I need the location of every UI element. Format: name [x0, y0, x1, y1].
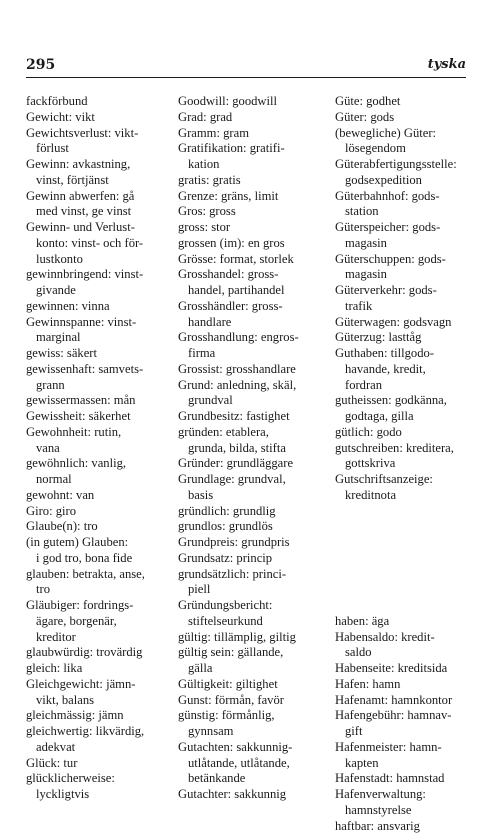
entry-line: havande, kredit, — [345, 362, 426, 376]
entry-line: Güterverkehr: gods- — [335, 283, 437, 297]
dictionary-entry — [178, 220, 328, 236]
entry-line: (bewegliche) Güter: — [335, 126, 436, 140]
dictionary-entry — [178, 535, 328, 551]
entry-line: Giro: giro — [26, 504, 76, 518]
entry-line: gewohnt: van — [26, 488, 94, 502]
entry-line: Goodwill: goodwill — [178, 94, 277, 108]
column-2 — [178, 94, 328, 803]
dictionary-entry — [178, 519, 328, 535]
entry-line: stiftelseurkund — [188, 614, 263, 628]
column-1 — [26, 94, 170, 803]
entry-line: adekvat — [36, 740, 75, 754]
dictionary-entry — [178, 173, 328, 189]
entry-line: Gläubiger: fordrings- — [26, 598, 133, 612]
dictionary-entry — [26, 393, 170, 409]
dictionary-entry — [26, 346, 170, 362]
blank-line — [335, 551, 475, 567]
entry-line: kreditor — [36, 630, 76, 644]
dictionary-entry — [26, 362, 170, 394]
dictionary-entry — [26, 110, 170, 126]
dictionary-entry — [26, 567, 170, 599]
entry-line: gleichmässig: jämn — [26, 708, 124, 722]
entry-line: Gewinnspanne: vinst- — [26, 315, 136, 329]
entry-line: Güterwagen: godsvagn — [335, 315, 451, 329]
dictionary-entry — [335, 110, 475, 126]
entry-line: Gewinn- und Verlust- — [26, 220, 135, 234]
entry-line: Gutschriftsanzeige: — [335, 472, 433, 486]
dictionary-entry — [335, 94, 475, 110]
entry-line: lösegendom — [345, 141, 406, 155]
entry-line: hamnstyrelse — [345, 803, 411, 817]
entry-line: kapten — [345, 756, 379, 770]
entry-line: Gewinn: avkastning, — [26, 157, 130, 171]
dictionary-entry — [335, 330, 475, 346]
dictionary-entry — [335, 819, 475, 834]
entry-line: Gewichtsverlust: vikt- — [26, 126, 138, 140]
dictionary-entry — [26, 425, 170, 457]
dictionary-entry — [178, 740, 328, 787]
entry-line: Gewinn abwerfen: gå — [26, 189, 134, 203]
entry-line: Hafenamt: hamnkontor — [335, 693, 452, 707]
entry-line: Hafenstadt: hamnstad — [335, 771, 444, 785]
dictionary-entry — [26, 504, 170, 520]
entry-line: magasin — [345, 267, 387, 281]
entry-line: Grosshandlung: engros- — [178, 330, 299, 344]
entry-line: Gros: gross — [178, 204, 236, 218]
entry-line: konto: vinst- och för- — [36, 236, 143, 250]
entry-line: Güterschuppen: gods- — [335, 252, 446, 266]
entry-line: gewissenhaft: samvets- — [26, 362, 143, 376]
dictionary-entry — [335, 693, 475, 709]
dictionary-entry — [335, 315, 475, 331]
entry-line: gift — [345, 724, 363, 738]
dictionary-entry — [26, 598, 170, 645]
dictionary-entry — [335, 425, 475, 441]
entry-line: gültig: tillämplig, giltig — [178, 630, 296, 644]
header-rule — [26, 77, 466, 78]
dictionary-entry — [26, 299, 170, 315]
dictionary-entry — [335, 393, 475, 425]
dictionary-entry — [335, 771, 475, 787]
entry-line: Gunst: förmån, favör — [178, 693, 284, 707]
entry-line: Grund: anledning, skäl, — [178, 378, 296, 392]
dictionary-entry — [178, 425, 328, 457]
entry-line: Glück: tur — [26, 756, 77, 770]
entry-line: Grossist: grosshandlare — [178, 362, 296, 376]
entry-line: gross: stor — [178, 220, 230, 234]
dictionary-entry — [26, 267, 170, 299]
blank-line — [335, 567, 475, 583]
entry-line: med vinst, ge vinst — [36, 204, 131, 218]
entry-line: kation — [188, 157, 219, 171]
dictionary-entry — [178, 787, 328, 803]
entry-line: Grundsatz: princip — [178, 551, 272, 565]
dictionary-entry — [26, 220, 170, 267]
entry-line: Gewissheit: säkerhet — [26, 409, 131, 423]
dictionary-entry — [178, 472, 328, 504]
entry-line: haben: äga — [335, 614, 389, 628]
entry-line: gutschreiben: kreditera, — [335, 441, 454, 455]
dictionary-entry — [178, 299, 328, 331]
entry-line: Hafengebühr: hamnav- — [335, 708, 451, 722]
dictionary-entry — [335, 189, 475, 221]
entry-line: gleichwertig: likvärdig, — [26, 724, 144, 738]
dictionary-entry — [178, 456, 328, 472]
entry-line: Gratifikation: gratifi- — [178, 141, 285, 155]
entry-line: Gewohnheit: rutin, — [26, 425, 121, 439]
entry-line: Grosshändler: gross- — [178, 299, 283, 313]
entry-line: tro — [36, 582, 50, 596]
entry-line: gewissermassen: mån — [26, 393, 135, 407]
dictionary-entry — [178, 204, 328, 220]
entry-line: Gewicht: vikt — [26, 110, 95, 124]
dictionary-entry — [335, 252, 475, 284]
entry-line: givande — [36, 283, 76, 297]
entry-line: Gutachter: sakkunnig — [178, 787, 286, 801]
dictionary-entry — [178, 409, 328, 425]
dictionary-entry — [335, 661, 475, 677]
entry-line: i god tro, bona fide — [36, 551, 132, 565]
entry-line: fackförbund — [26, 94, 88, 108]
entry-line: Grundpreis: grundpris — [178, 535, 290, 549]
entry-line: Gutachten: sakkunnig- — [178, 740, 292, 754]
dictionary-entry — [335, 787, 475, 819]
entry-line: gewinnbringend: vinst- — [26, 267, 143, 281]
entry-line: glücklicherweise: — [26, 771, 115, 785]
entry-line: Grundbesitz: fastighet — [178, 409, 290, 423]
entry-line: Grundlage: grundval, — [178, 472, 286, 486]
entry-line: Gründungsbericht: — [178, 598, 272, 612]
entry-line: gründlich: grundlig — [178, 504, 276, 518]
entry-line: (in gutem) Glauben: — [26, 535, 128, 549]
entry-line: Grösse: format, storlek — [178, 252, 294, 266]
dictionary-entry — [335, 283, 475, 315]
dictionary-entry — [178, 378, 328, 410]
dictionary-entry — [178, 693, 328, 709]
entry-line: Glaube(n): tro — [26, 519, 98, 533]
dictionary-entry — [335, 346, 475, 393]
entry-line: gültig sein: gällande, — [178, 645, 283, 659]
blank-line — [335, 504, 475, 520]
entry-line: glauben: betrakta, anse, — [26, 567, 145, 581]
entry-line: Güter: gods — [335, 110, 394, 124]
entry-line: gewinnen: vinna — [26, 299, 110, 313]
entry-line: förlust — [36, 141, 69, 155]
blank-line — [335, 598, 475, 614]
dictionary-entry — [26, 157, 170, 189]
dictionary-entry — [335, 126, 475, 158]
entry-line: gleich: lika — [26, 661, 82, 675]
entry-line: utlåtande, utlåtande, — [188, 756, 290, 770]
entry-line: gälla — [188, 661, 212, 675]
blank-line — [335, 519, 475, 535]
entry-line: Gründer: grundläggare — [178, 456, 293, 470]
dictionary-entry — [26, 409, 170, 425]
entry-line: Grad: grad — [178, 110, 232, 124]
entry-line: haftbar: ansvarig — [335, 819, 420, 833]
page-header — [26, 57, 466, 75]
entry-line: gratis: gratis — [178, 173, 241, 187]
blank-line — [335, 535, 475, 551]
dictionary-entry — [26, 189, 170, 221]
entry-line: gutheissen: godkänna, — [335, 393, 447, 407]
entry-line: firma — [188, 346, 215, 360]
entry-line: Gramm: gram — [178, 126, 249, 140]
dictionary-entry — [26, 677, 170, 709]
entry-line: ägare, borgenär, — [36, 614, 117, 628]
entry-line: gütlich: godo — [335, 425, 402, 439]
blank-line — [335, 582, 475, 598]
entry-line: godtaga, gilla — [345, 409, 414, 423]
entry-line: Grenze: gräns, limit — [178, 189, 278, 203]
dictionary-entry — [26, 456, 170, 488]
dictionary-entry — [178, 551, 328, 567]
entry-line: betänkande — [188, 771, 245, 785]
entry-line: Hafenmeister: hamn- — [335, 740, 442, 754]
entry-line: magasin — [345, 236, 387, 250]
entry-line: gewiss: säkert — [26, 346, 97, 360]
entry-line: vikt, balans — [36, 693, 94, 707]
dictionary-entry — [335, 677, 475, 693]
dictionary-entry — [335, 472, 475, 504]
running-head: tyska — [428, 57, 466, 72]
dictionary-entry — [26, 488, 170, 504]
dictionary-entry — [178, 189, 328, 205]
dictionary-entry — [26, 535, 170, 567]
dictionary-entry — [178, 630, 328, 646]
dictionary-entry — [26, 94, 170, 110]
dictionary-entry — [178, 94, 328, 110]
entry-line: station — [345, 204, 379, 218]
entry-line: Güterzug: lasttåg — [335, 330, 421, 344]
page-number: 295 — [26, 57, 55, 73]
dictionary-entry — [178, 645, 328, 677]
dictionary-entry — [335, 630, 475, 662]
entry-line: basis — [188, 488, 213, 502]
dictionary-entry — [26, 519, 170, 535]
entry-line: Güte: godhet — [335, 94, 400, 108]
entry-line: gynnsam — [188, 724, 233, 738]
dictionary-entry — [26, 661, 170, 677]
entry-line: glaubwürdig: trovärdig — [26, 645, 142, 659]
dictionary-entry — [26, 708, 170, 724]
entry-line: Gleichgewicht: jämn- — [26, 677, 135, 691]
entry-line: gottskriva — [345, 456, 395, 470]
entry-line: trafik — [345, 299, 372, 313]
entry-line: Güterbahnhof: gods- — [335, 189, 440, 203]
entry-line: Grosshandel: gross- — [178, 267, 278, 281]
entry-line: günstig: förmånlig, — [178, 708, 275, 722]
entry-line: kreditnota — [345, 488, 396, 502]
dictionary-entry — [335, 220, 475, 252]
entry-line: grunda, bilda, stifta — [188, 441, 286, 455]
dictionary-entry — [178, 504, 328, 520]
dictionary-entry — [178, 126, 328, 142]
dictionary-entry — [335, 708, 475, 740]
dictionary-entry — [335, 614, 475, 630]
dictionary-entry — [26, 315, 170, 347]
entry-line: normal — [36, 472, 72, 486]
entry-line: grundsätzlich: princi- — [178, 567, 286, 581]
column-3 — [335, 94, 475, 834]
entry-line: grundlos: grundlös — [178, 519, 273, 533]
dictionary-entry — [178, 362, 328, 378]
dictionary-entry — [178, 141, 328, 173]
entry-line: handlare — [188, 315, 231, 329]
entry-line: saldo — [345, 645, 372, 659]
dictionary-entry — [178, 252, 328, 268]
entry-line: handel, partihandel — [188, 283, 285, 297]
entry-line: Habensaldo: kredit- — [335, 630, 435, 644]
entry-line: fordran — [345, 378, 382, 392]
dictionary-entry — [26, 645, 170, 661]
dictionary-entry — [178, 677, 328, 693]
dictionary-entry — [178, 330, 328, 362]
entry-line: godsexpedition — [345, 173, 422, 187]
entry-line: Güterabfertigungsstelle: — [335, 157, 457, 171]
entry-line: Habenseite: kreditsida — [335, 661, 447, 675]
entry-line: gründen: etablera, — [178, 425, 269, 439]
dictionary-entry — [335, 157, 475, 189]
entry-line: piell — [188, 582, 210, 596]
entry-line: Hafen: hamn — [335, 677, 400, 691]
entry-line: vinst, förtjänst — [36, 173, 109, 187]
dictionary-entry — [178, 708, 328, 740]
entry-line: vana — [36, 441, 60, 455]
entry-line: grann — [36, 378, 65, 392]
entry-line: grundval — [188, 393, 233, 407]
entry-line: Güterspeicher: gods- — [335, 220, 440, 234]
dictionary-entry — [26, 771, 170, 803]
dictionary-entry — [335, 740, 475, 772]
entry-line: lustkonto — [36, 252, 83, 266]
dictionary-entry — [178, 267, 328, 299]
dictionary-entry — [178, 236, 328, 252]
entry-line: gewöhnlich: vanlig, — [26, 456, 126, 470]
entry-line: Hafenverwaltung: — [335, 787, 426, 801]
entry-line: grossen (im): en gros — [178, 236, 285, 250]
dictionary-entry — [178, 567, 328, 599]
dictionary-entry — [178, 598, 328, 630]
entry-line: Gültigkeit: giltighet — [178, 677, 278, 691]
entry-line: marginal — [36, 330, 81, 344]
dictionary-entry — [26, 756, 170, 772]
entry-line: Guthaben: tillgodo- — [335, 346, 434, 360]
dictionary-entry — [178, 110, 328, 126]
dictionary-entry — [26, 126, 170, 158]
entry-line: lyckligtvis — [36, 787, 89, 801]
dictionary-entry — [335, 441, 475, 473]
dictionary-entry — [26, 724, 170, 756]
